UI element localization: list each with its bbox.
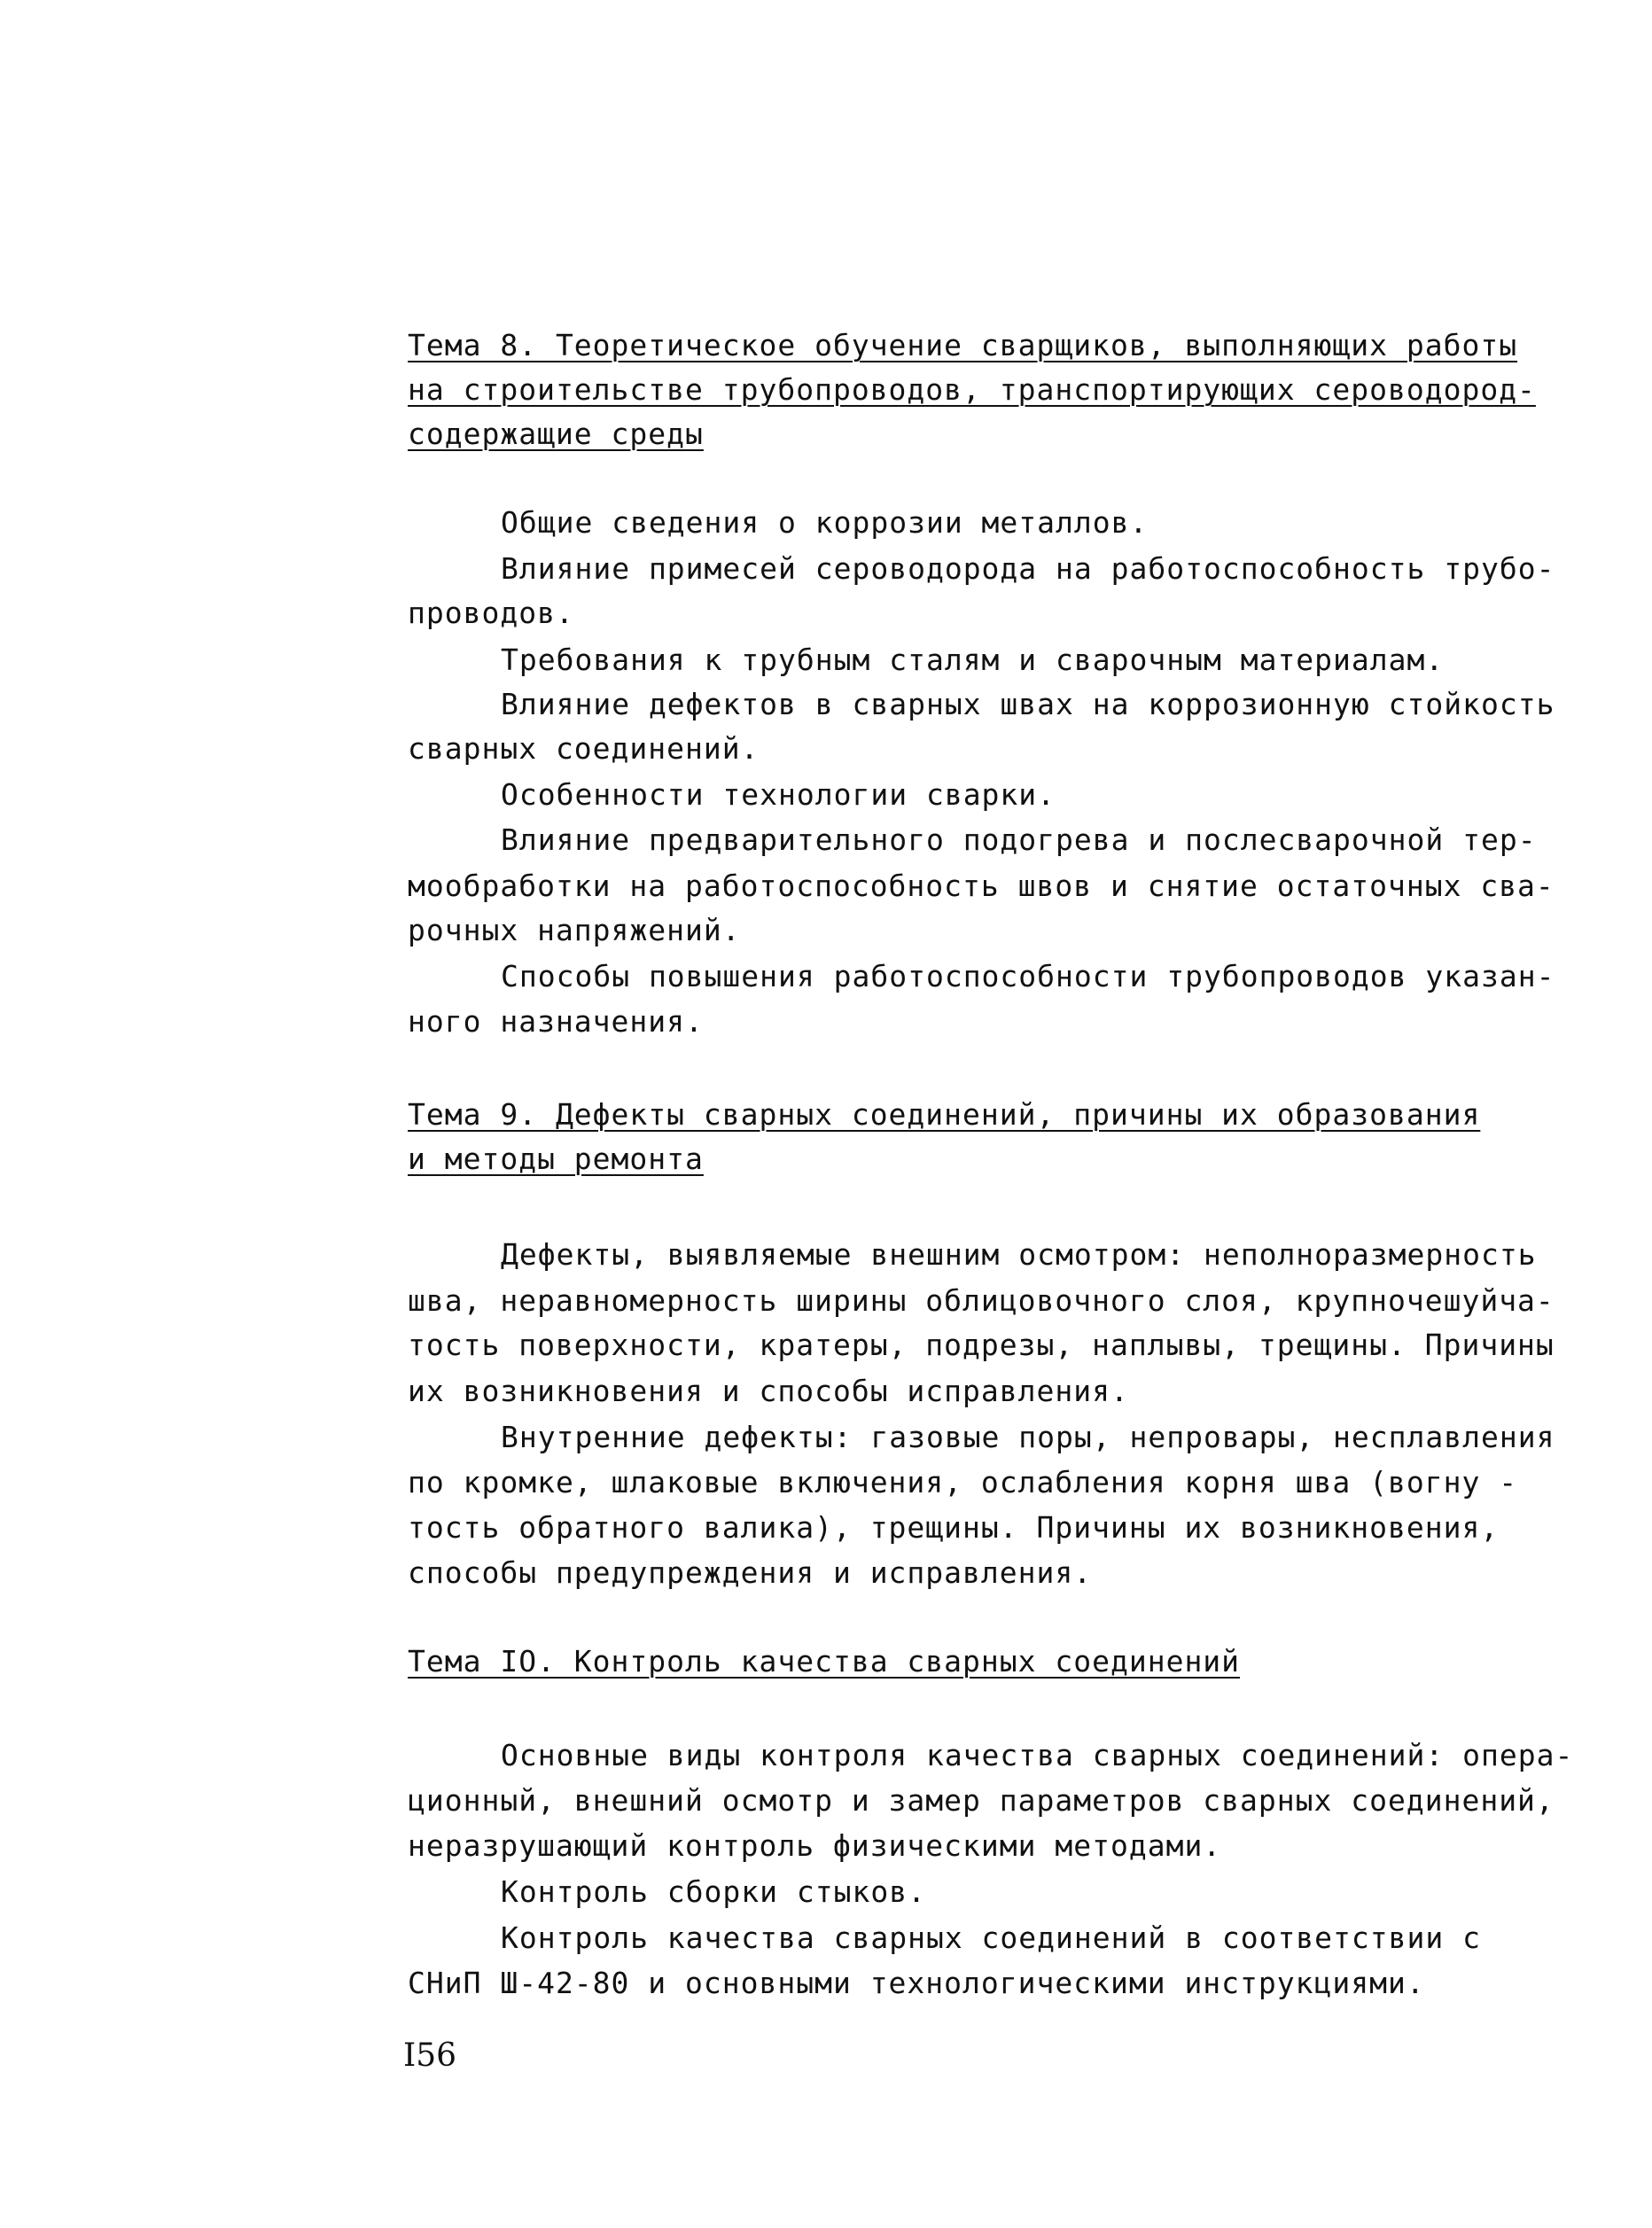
topic-8-paragraph-line: Общие сведения о коррозии металлов. xyxy=(501,505,1149,540)
topic-9-paragraph-line: тость обратного валика), трещины. Причины их возникновения, xyxy=(408,1510,1500,1545)
topic-10-paragraph-line: СНиП Ш-42-80 и основными технологическими инструкциями. xyxy=(408,1966,1425,2000)
topic-10-paragraph-line: Контроль качества сварных соединений в соответствии с xyxy=(501,1920,1481,1955)
topic-8-heading-line-3: содержащие среды xyxy=(408,417,704,451)
topic-9-paragraph-line: способы предупреждения и исправления. xyxy=(408,1555,1093,1590)
topic-8-paragraph-line: ного назначения. xyxy=(408,1004,704,1039)
topic-8-paragraph-line: Требования к трубным сталям и сварочным материалам. xyxy=(501,643,1445,677)
topic-10-heading-line-1: Тема IO. Контроль качества сварных соединений xyxy=(408,1644,1241,1679)
topic-9-paragraph-line: их возникновения и способы исправления. xyxy=(408,1374,1129,1408)
topic-8-heading-line-1: Тема 8. Теоретическое обучение сварщиков, выполняющих работы xyxy=(408,328,1518,362)
topic-8-paragraph-line: проводов. xyxy=(408,596,574,630)
topic-9-paragraph-line: Дефекты, выявляемые внешним осмотром: неполноразмерность xyxy=(501,1237,1537,1272)
topic-8-paragraph-line: мообработки на работоспособность швов и снятие остаточных сва- xyxy=(408,869,1555,903)
topic-10-paragraph-line: ционный, внешний осмотр и замер параметров сварных соединений, xyxy=(408,1783,1555,1818)
topic-8-paragraph-line: Способы повышения работоспособности трубопроводов указан- xyxy=(501,959,1555,993)
topic-9-paragraph-line: шва, неравномерность ширины облицовочного слоя, крупночешуйча- xyxy=(408,1283,1555,1318)
topic-10-paragraph-line: Контроль сборки стыков. xyxy=(501,1874,926,1909)
topic-10-paragraph-line: Основные виды контроля качества сварных соединений: опера- xyxy=(501,1738,1574,1772)
topic-10-paragraph-line: неразрушающий контроль физическими методами. xyxy=(408,1828,1222,1863)
topic-8-paragraph-line: рочных напряжений. xyxy=(408,913,741,947)
topic-8-heading-line-2: на строительстве трубопроводов, транспортирующих сероводород- xyxy=(408,372,1536,407)
topic-8-paragraph-line: сварных соединений. xyxy=(408,731,760,766)
topic-9-heading-line-1: Тема 9. Дефекты сварных соединений, причины их образования xyxy=(408,1097,1481,1132)
page-number: I56 xyxy=(403,2037,457,2074)
topic-8-paragraph-line: Влияние примесей сероводорода на работоспособность трубо- xyxy=(501,551,1555,586)
topic-8-paragraph-line: Особенности технологии сварки. xyxy=(501,777,1056,812)
topic-9-paragraph-line: Внутренние дефекты: газовые поры, непровары, несплавления xyxy=(501,1420,1555,1454)
topic-9-paragraph-line: тость поверхности, кратеры, подрезы, наплывы, трещины. Причины xyxy=(408,1328,1555,1362)
topic-8-paragraph-line: Влияние дефектов в сварных швах на коррозионную стойкость xyxy=(501,687,1555,721)
topic-9-heading-line-2: и методы ремонта xyxy=(408,1141,704,1176)
topic-9-paragraph-line: по кромке, шлаковые включения, ослабления корня шва (вогну - xyxy=(408,1465,1518,1500)
topic-8-paragraph-line: Влияние предварительного подогрева и послесварочной тер- xyxy=(501,822,1537,857)
